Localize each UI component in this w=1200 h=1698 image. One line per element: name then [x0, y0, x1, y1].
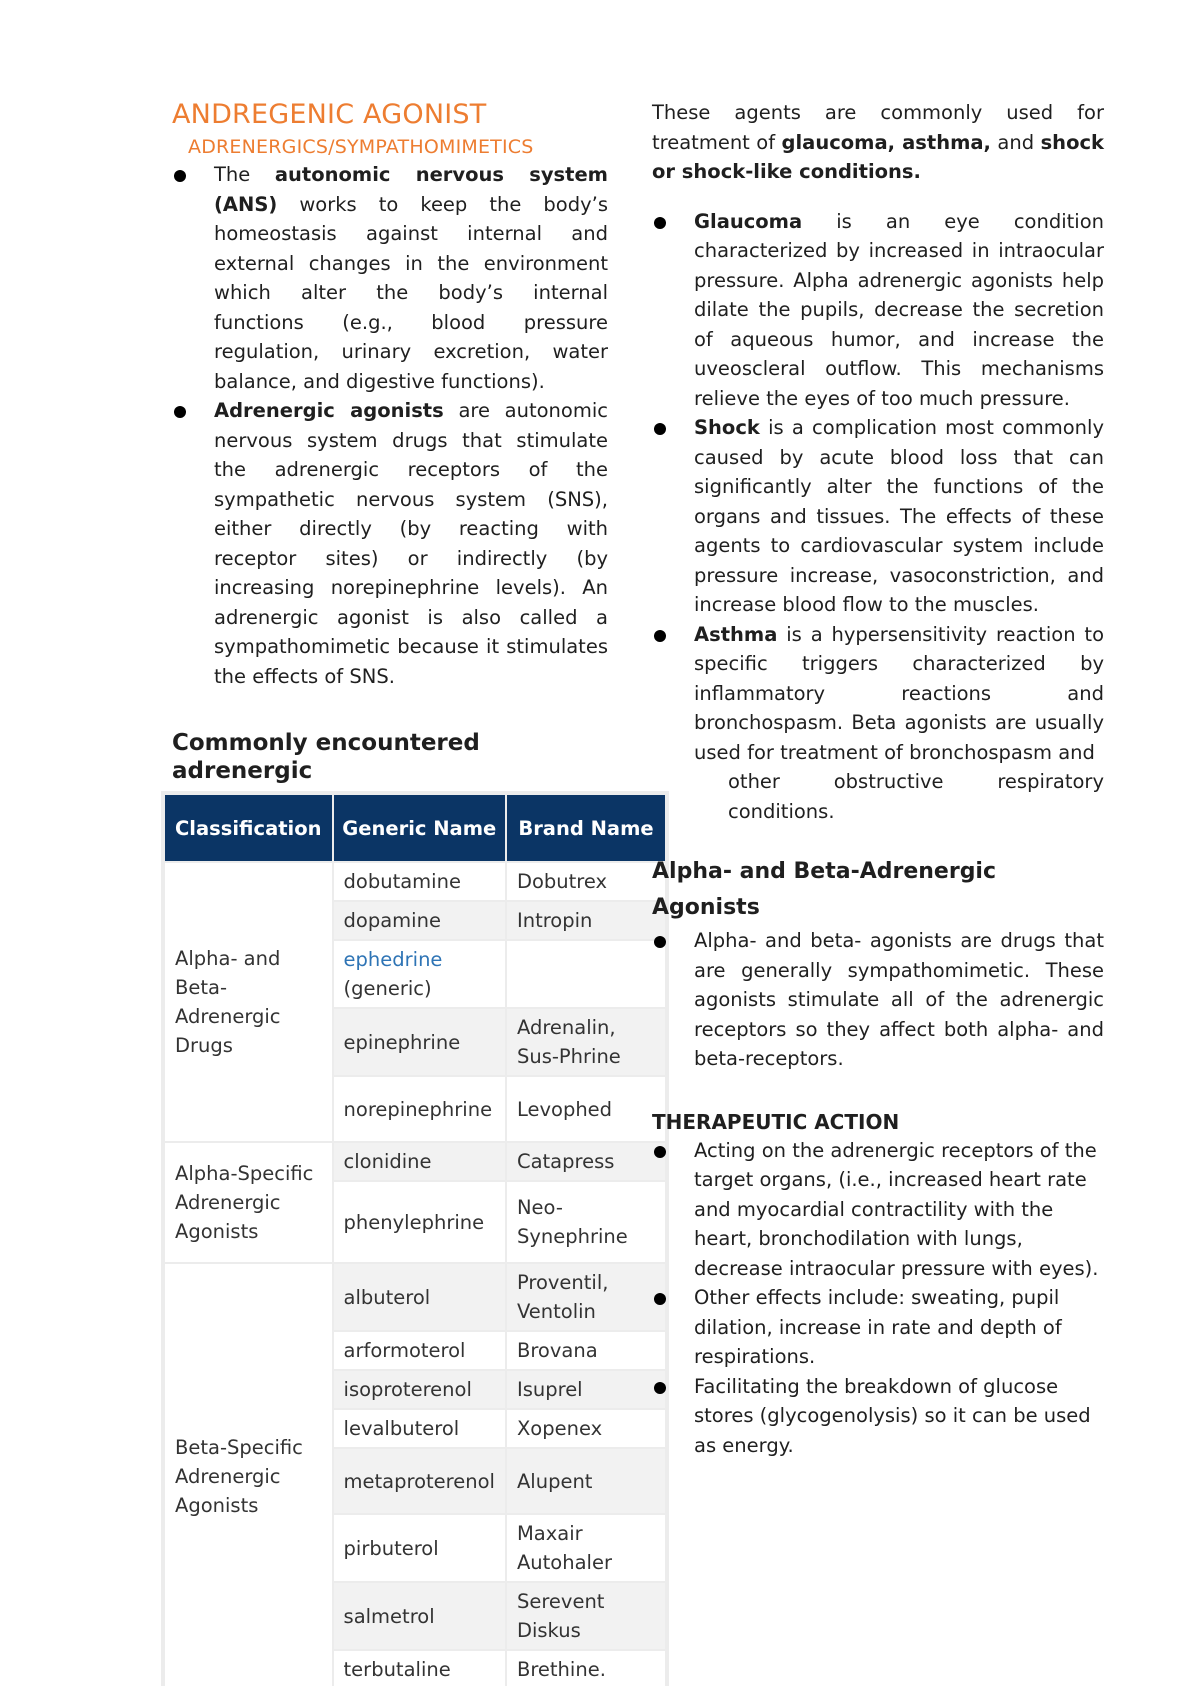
list-item: [652, 413, 1104, 620]
brand-cell: Brethine.: [507, 1651, 665, 1688]
alpha-beta-bullet-list: [652, 926, 1104, 1074]
bullet-bold-term: Glaucoma: [694, 209, 803, 233]
table-header-row: [165, 795, 665, 861]
intro-bold-text: shock or shock-like conditions.: [652, 130, 1104, 183]
bullet-bold-term: autonomic nervous system (ANS): [214, 163, 609, 216]
brand-cell: Xopenex: [507, 1410, 665, 1447]
therapeutic-bullet-list: [652, 1136, 1104, 1461]
list-item: [652, 207, 1104, 414]
right-column: [652, 98, 1104, 1460]
brand-cell: Brovana: [507, 1332, 665, 1369]
classification-cell: Alpha-Specific Adrenergic Agonists: [165, 1143, 332, 1262]
generic-cell: phenylephrine: [334, 1182, 505, 1262]
generic-cell: clonidine: [334, 1143, 505, 1180]
therapeutic-action-heading: THERAPEUTIC ACTION: [652, 1109, 900, 1134]
bullet-text: is a hypersensitivity reaction to specific triggers characterized by inflammatory reactions and bronchospasm. Beta agonists are usually used for treatment of bronchospasm and: [694, 622, 1104, 764]
document-subtitle: ADRENERGICS/SYMPATHOMIMETICS: [188, 136, 534, 158]
bullet-icon: [654, 1293, 666, 1305]
brand-cell: Serevent Diskus: [507, 1583, 665, 1649]
list-item: [652, 620, 1104, 827]
bullet-icon: [174, 406, 186, 418]
column-header-classification: Classification: [165, 795, 332, 861]
bullet-text: Facilitating the breakdown of glucose stores (glycogenolysis) so it can be used as energy.: [694, 1374, 1091, 1457]
brand-cell: Catapress: [507, 1143, 665, 1180]
brand-cell: Neo-Synephrine: [507, 1182, 665, 1262]
intro-bold-text: glaucoma, asthma,: [781, 130, 991, 154]
generic-cell: pirbuterol: [334, 1515, 505, 1581]
drug-table: [163, 793, 667, 1690]
generic-cell: salmetrol: [334, 1583, 505, 1649]
brand-cell: [507, 941, 665, 1007]
bullet-bold-term: Adrenergic agonists: [214, 399, 444, 422]
brand-cell: Maxair Autohaler: [507, 1515, 665, 1581]
intro-paragraph: [652, 98, 1104, 187]
brand-cell: Dobutrex: [507, 863, 665, 900]
generic-suffix: (generic): [343, 977, 432, 1000]
bullet-icon: [654, 423, 666, 435]
generic-cell: metaproterenol: [334, 1449, 505, 1513]
brand-cell: Alupent: [507, 1449, 665, 1513]
table-row: [165, 863, 665, 900]
list-item: [652, 1136, 1104, 1284]
bullet-text: The: [214, 163, 275, 186]
generic-cell: terbutaline: [334, 1651, 505, 1688]
brand-cell: Intropin: [507, 902, 665, 939]
alpha-beta-heading: Alpha- and Beta-Adrenergic Agonists: [652, 859, 997, 920]
bullet-icon: [654, 1146, 666, 1158]
table-row: [165, 1143, 665, 1180]
generic-cell: dopamine: [334, 902, 505, 939]
generic-cell: levalbuterol: [334, 1410, 505, 1447]
brand-cell: Adrenalin, Sus-Phrine: [507, 1009, 665, 1075]
bullet-icon: [654, 936, 666, 948]
generic-cell: epinephrine: [334, 1009, 505, 1075]
bullet-text: is a complication most commonly caused by acute blood loss that can significantly alter the functions of the organs and tissues. The effects of these agents to cardiovascular system include pressure increase, vasoconstriction, and increase blood flow to the muscles.: [694, 416, 1104, 616]
list-item: [652, 926, 1104, 1074]
classification-cell: Alpha- and Beta-Adrenergic Drugs: [165, 863, 332, 1141]
intro-text: These agents are commonly used for treatment of: [652, 101, 1104, 154]
left-column: [172, 98, 608, 799]
brand-cell: Levophed: [507, 1077, 665, 1141]
generic-cell: norepinephrine: [334, 1077, 505, 1141]
bullet-text: works to keep the body’s homeostasis against internal and external changes in the environment which alter the body’s internal functions (e.g., blood pressure regulation, urinary excretion, water balance, and digestive functions).: [214, 192, 608, 393]
generic-cell: isoproterenol: [334, 1371, 505, 1408]
bullet-bold-term: Asthma: [694, 622, 778, 646]
ephedrine-link[interactable]: ephedrine: [343, 948, 443, 971]
list-item: [652, 1283, 1104, 1372]
bullet-text: Acting on the adrenergic receptors of the target organs, (i.e., increased heart rate and myocardial contractility with the heart, bronchodilation with lungs, decrease intraocular pressure with eyes).: [694, 1138, 1099, 1280]
document-title: ANDREGENIC AGONIST: [172, 99, 487, 130]
table-row: [165, 1264, 665, 1330]
column-header-brand: Brand Name: [507, 795, 665, 861]
bullet-icon: [654, 630, 666, 642]
brand-cell: Isuprel: [507, 1371, 665, 1408]
bullet-text: Other effects include: sweating, pupil dilation, increase in rate and depth of respirations.: [694, 1286, 1062, 1368]
generic-cell: [334, 941, 505, 1007]
bullet-icon: [174, 170, 186, 182]
bullet-nested-text: other obstructive respiratory conditions.: [728, 770, 1104, 823]
bullet-icon: [654, 217, 666, 229]
column-header-generic: Generic Name: [334, 795, 505, 861]
list-item: [652, 1372, 1104, 1461]
conditions-bullet-list: [652, 207, 1104, 827]
intro-text: and: [990, 130, 1041, 154]
bullet-text: are autonomic nervous system drugs that stimulate the adrenergic receptors of the sympathetic nervous system (SNS), either directly (by reacting with receptor sites) or indirectly (by increasing norepinephrine levels). An adrenergic agonist is also called a sympathomimetic because it stimulates the effects of SNS.: [214, 399, 608, 688]
bullet-bold-term: Shock: [694, 416, 760, 439]
generic-cell: arformoterol: [334, 1332, 505, 1369]
bullet-text: is an eye condition characterized by increased in intraocular pressure. Alpha adrenergic agonists help dilate the pupils, decrease the secretion of aqueous humor, and increase the uveoscleral outflow. This mechanisms relieve the eyes of too much pressure.: [694, 209, 1104, 410]
list-item: [172, 160, 608, 396]
bullet-icon: [654, 1382, 666, 1394]
brand-cell: Proventil, Ventolin: [507, 1264, 665, 1330]
list-item: [172, 396, 608, 691]
intro-bullet-list: [172, 160, 608, 691]
table-heading: Commonly encountered adrenergic: [172, 730, 480, 784]
classification-cell: Beta-Specific Adrenergic Agonists: [165, 1264, 332, 1688]
generic-cell: dobutamine: [334, 863, 505, 900]
generic-cell: albuterol: [334, 1264, 505, 1330]
bullet-text: Alpha- and beta- agonists are drugs that are generally sympathomimetic. These agonists stimulate all of the adrenergic receptors so they affect both alpha- and beta-receptors.: [694, 929, 1104, 1070]
